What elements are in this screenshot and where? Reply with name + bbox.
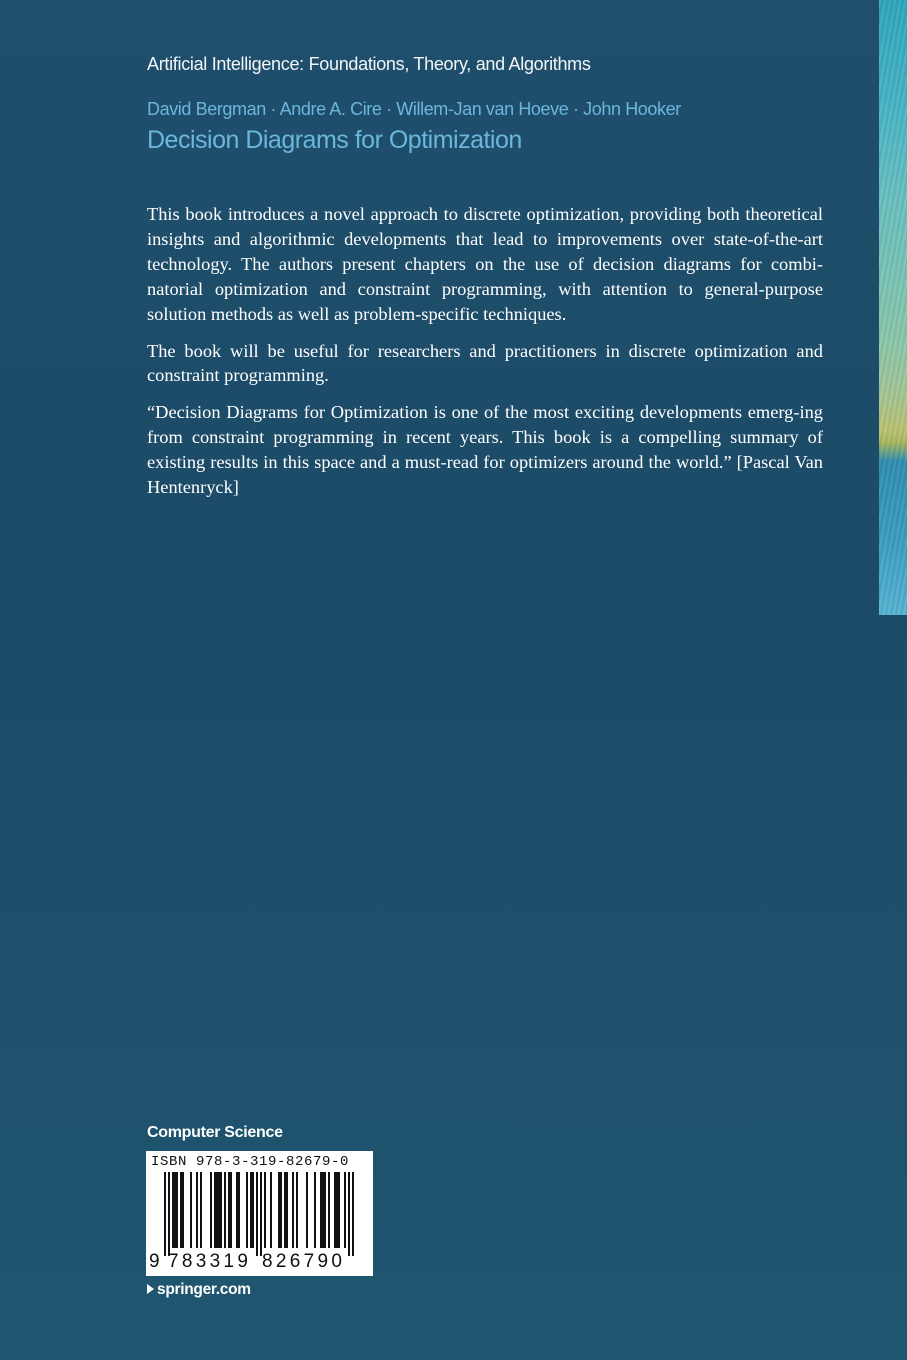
barcode-bar xyxy=(214,1172,216,1248)
barcode-bar xyxy=(324,1172,326,1248)
barcode-bar xyxy=(218,1172,220,1248)
barcode-bar xyxy=(322,1172,324,1248)
arrow-right-icon xyxy=(147,1284,154,1294)
barcode-bar xyxy=(280,1172,282,1248)
series-title: Artificial Intelligence: Foundations, Theory, and Algorithms xyxy=(147,54,591,74)
barcode-bar xyxy=(352,1172,354,1256)
barcode-bar xyxy=(270,1172,272,1248)
barcode-bar xyxy=(196,1172,198,1248)
subject-category: Computer Science xyxy=(147,1124,283,1141)
authors: David Bergman · Andre A. Cire · Willem-Jan van Hoeve · John Hooker xyxy=(147,99,681,119)
barcode-bar xyxy=(216,1172,218,1248)
barcode-bar xyxy=(224,1172,226,1248)
barcode-bar xyxy=(260,1172,262,1256)
isbn-barcode xyxy=(146,1151,373,1276)
barcode-bar xyxy=(296,1172,298,1248)
barcode-bar xyxy=(336,1172,338,1248)
endorsement-quote: “Decision Diagrams for Optimization is one of the most exciting developments emerg-ing from constraint programming in recent years. This book is a compelling summary of existing results in this space and a must-read for optimizers around the world.” [Pascal Van Hentenryck] xyxy=(147,402,823,498)
barcode-bar xyxy=(328,1172,330,1248)
barcode-bar xyxy=(164,1172,166,1256)
barcode-bar xyxy=(250,1172,252,1248)
isbn-label: ISBN 978-3-319-82679-0 xyxy=(151,1154,350,1170)
blurb-paragraph-2: The book will be useful for researchers and practitioners in discrete optimization and constraint programming. xyxy=(147,340,823,386)
barcode-bar xyxy=(264,1172,266,1248)
barcode-bar xyxy=(344,1172,346,1248)
publisher-link-text: springer.com xyxy=(157,1281,251,1298)
cover-art-strip xyxy=(879,0,907,615)
barcode-bar xyxy=(200,1172,202,1248)
barcode-bar xyxy=(190,1172,192,1248)
barcode-bar xyxy=(236,1172,238,1248)
barcode-bar xyxy=(180,1172,182,1248)
barcode-bar xyxy=(210,1172,212,1248)
barcode-bar xyxy=(348,1172,350,1256)
barcode-bar xyxy=(220,1172,222,1248)
barcode-bar xyxy=(168,1172,170,1256)
ean-right-digits: 826790 xyxy=(262,1251,346,1272)
barcode-bar xyxy=(292,1172,294,1248)
barcode-bar xyxy=(256,1172,258,1256)
barcode-bar xyxy=(252,1172,254,1248)
barcode-bar xyxy=(230,1172,232,1248)
barcode-bar xyxy=(182,1172,184,1248)
blurb-paragraph-1: This book introduces a novel approach to discrete optimization, providing both theoretical insights and algorithmic developments that lead to improvements over state-of-the-art technology. The authors present chapters on the use of decision diagrams for combi-natorial optimization and constraint programming, with attention to general-purpose solution methods as well as problem-specific techniques. xyxy=(147,204,823,324)
barcode-bar xyxy=(284,1172,286,1248)
barcode-bar xyxy=(306,1172,308,1248)
barcode-bar xyxy=(246,1172,248,1248)
ean-first-digit: 9 xyxy=(149,1251,160,1272)
barcode-bar xyxy=(334,1172,336,1248)
ean-left-digits: 783319 xyxy=(168,1251,252,1272)
blurb xyxy=(147,202,823,512)
barcode-bar xyxy=(176,1172,178,1248)
barcode-bar xyxy=(278,1172,280,1248)
barcode-bar xyxy=(238,1172,240,1248)
barcode-bar xyxy=(320,1172,322,1248)
barcode-bar xyxy=(228,1172,230,1248)
barcode-bar xyxy=(314,1172,316,1248)
book-title: Decision Diagrams for Optimization xyxy=(147,126,522,154)
barcode-bar xyxy=(286,1172,288,1248)
barcode-bar xyxy=(338,1172,340,1248)
publisher-link[interactable] xyxy=(147,1281,251,1299)
barcode-bar xyxy=(174,1172,176,1248)
barcode-bar xyxy=(172,1172,174,1248)
